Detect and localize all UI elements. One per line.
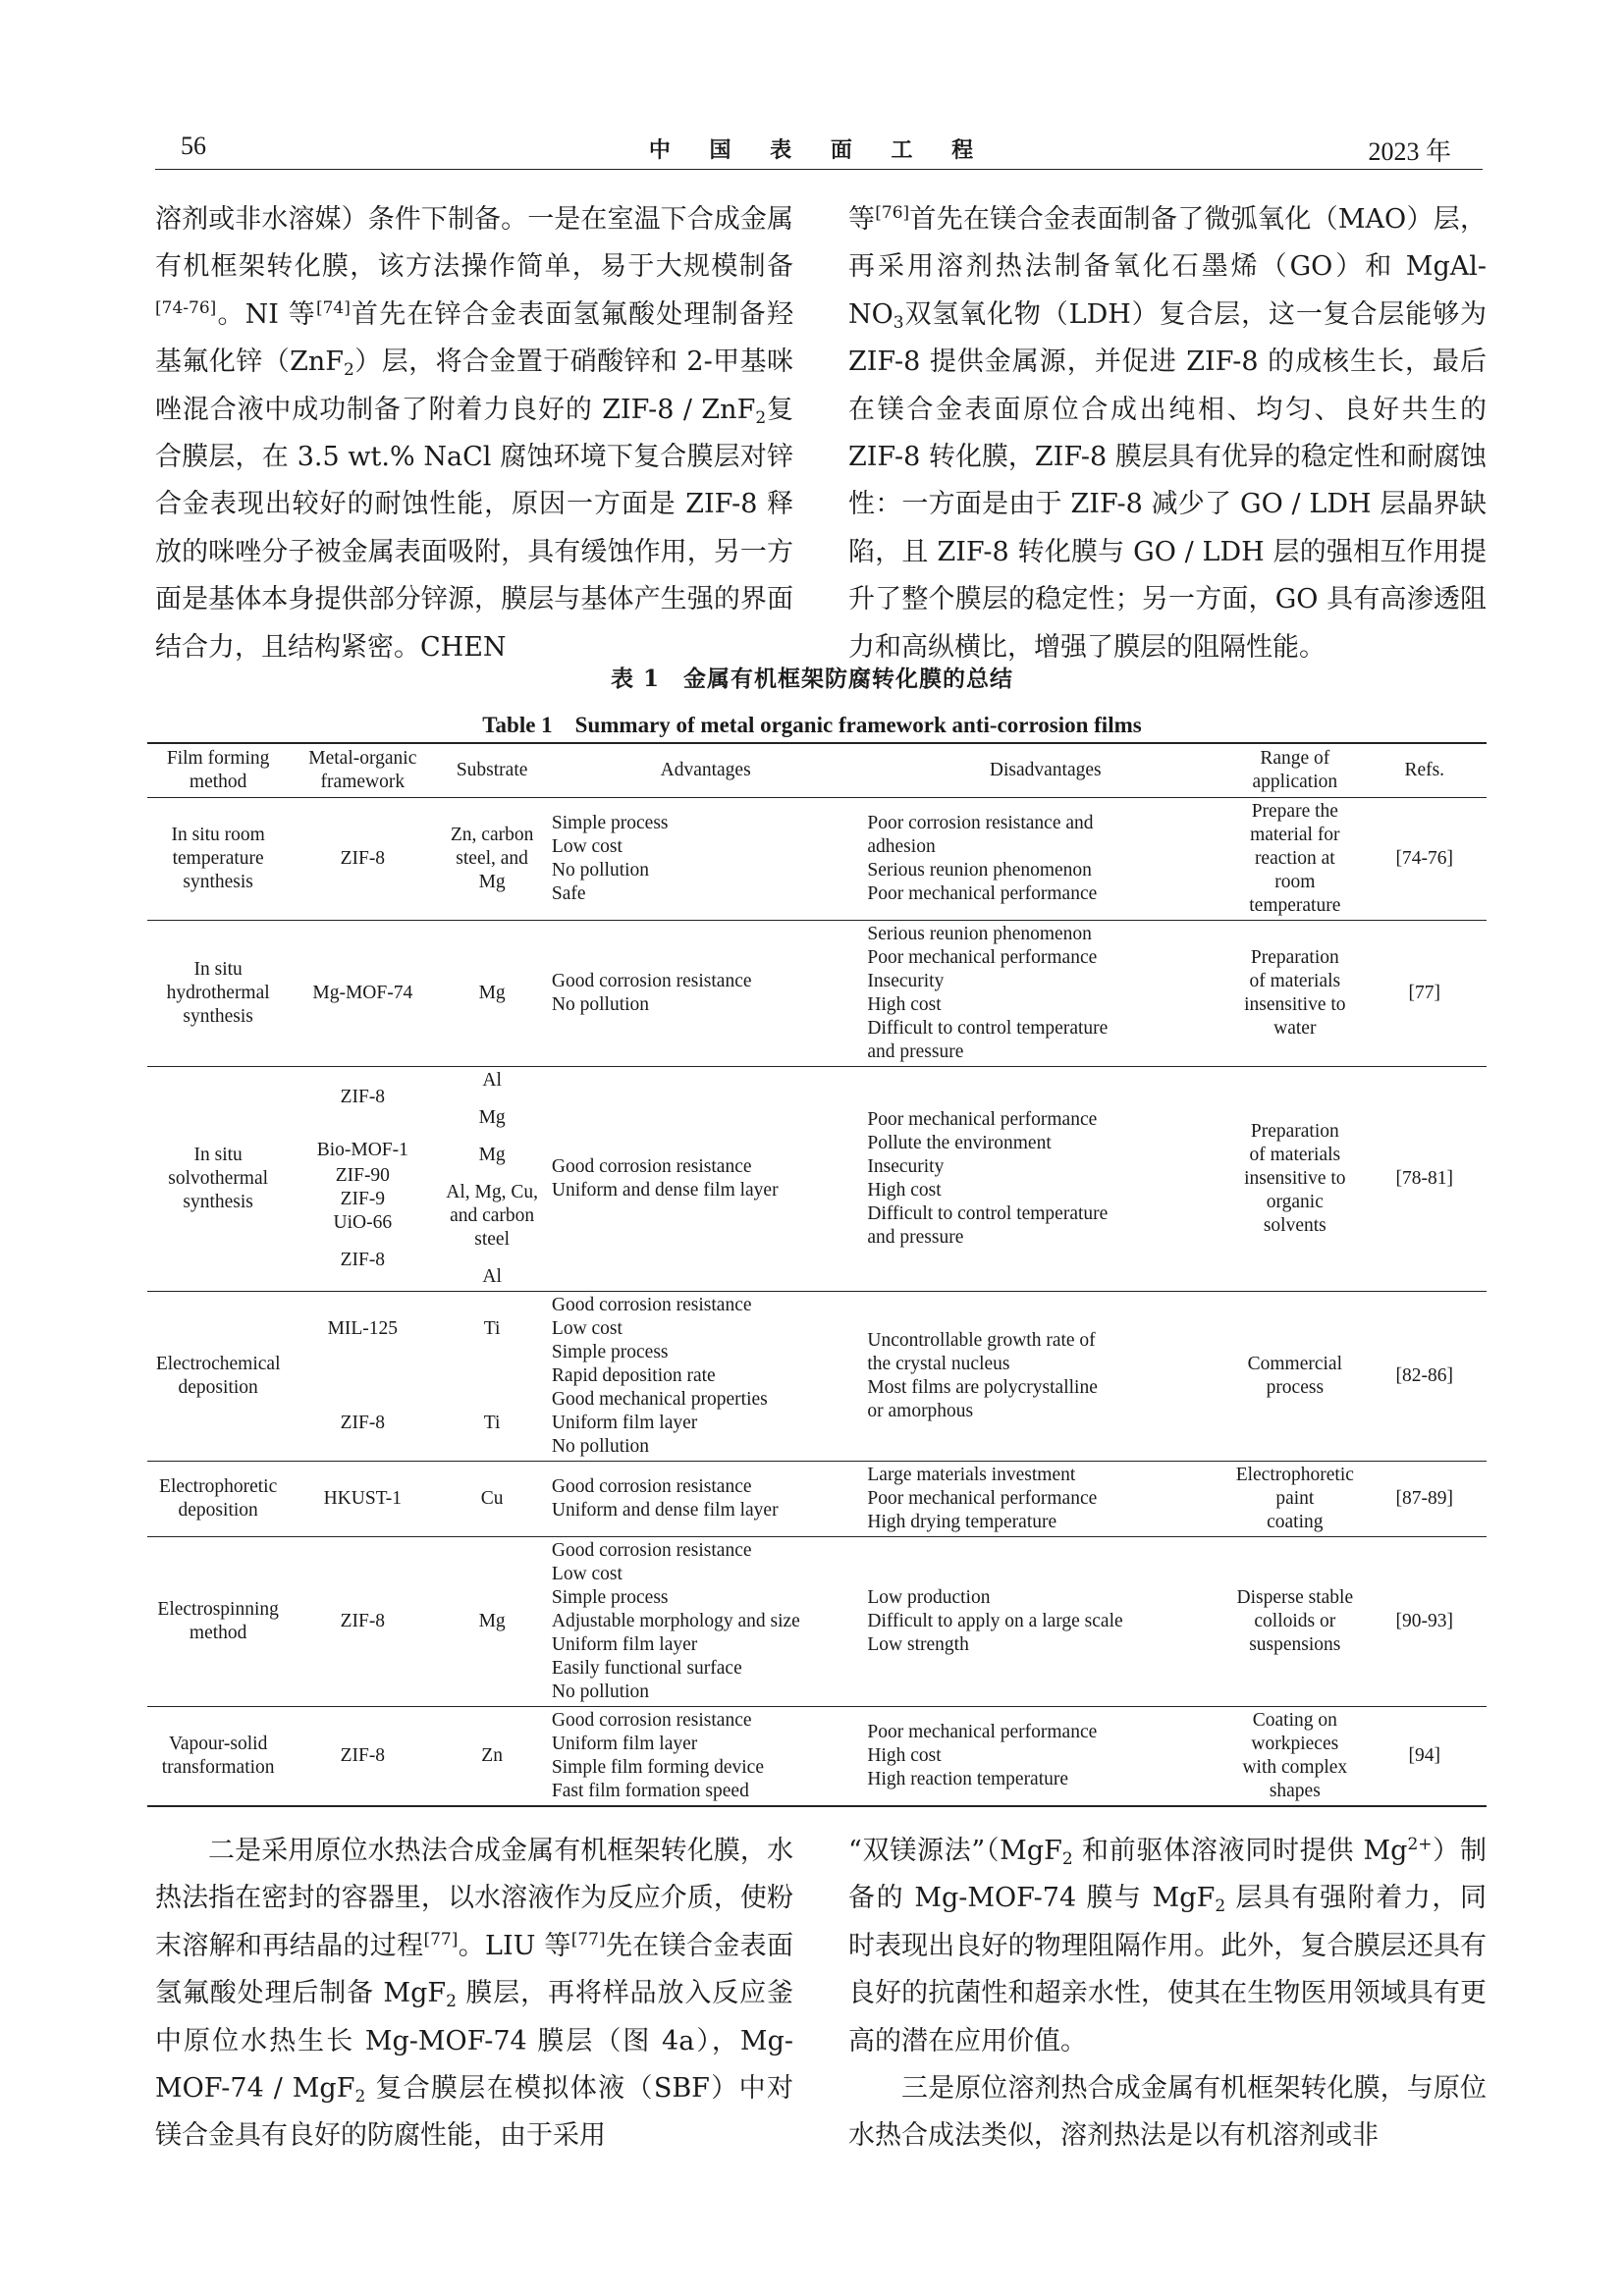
- text-run: 二是采用原位水热法合成金属有机框架转化膜，水热法指在密封的容器里，以水溶液作为反应介质，使粉末溶解和再结晶的过程: [155, 1836, 793, 1961]
- cell-line: of materials: [1249, 1145, 1341, 1165]
- cell-line: Low strength: [867, 1634, 969, 1655]
- cell-line: [90-93]: [1395, 1611, 1453, 1631]
- text-column-bottom-left: [155, 1828, 793, 2161]
- cell-line: Mg: [478, 1107, 506, 1128]
- framework-cell: [289, 1462, 436, 1537]
- cell-line: suspensions: [1249, 1634, 1341, 1655]
- cell-line: process: [1266, 1377, 1325, 1398]
- cell-line: [94]: [1408, 1745, 1440, 1766]
- header-line: Disadvantages: [989, 760, 1102, 780]
- text-run: 复合膜层在模拟体液（SBF）中对镁合金具有良好的防腐性能，由于采用: [155, 2073, 793, 2152]
- cell-line: Poor mechanical performance: [867, 947, 1098, 968]
- cell-line: solvents: [1263, 1215, 1326, 1236]
- cell-line: and carbon: [450, 1205, 535, 1226]
- cell-line: organic: [1266, 1192, 1324, 1212]
- cell-line: HKUST-1: [323, 1488, 403, 1509]
- cell-line: No pollution: [551, 1436, 650, 1457]
- cell-line: material for: [1250, 825, 1340, 845]
- refs-cell: [1363, 1462, 1488, 1537]
- text-run: 先在镁合金表面氢氟酸处理后制备 MgF: [155, 1930, 794, 2009]
- cell-line: No pollution: [551, 860, 650, 881]
- cell-line: Electrophoretic: [1235, 1465, 1354, 1485]
- cell-line: Low cost: [551, 836, 623, 857]
- application-cell: [1227, 798, 1362, 921]
- citation-sup: [74-76]: [155, 297, 217, 318]
- cell-line: Simple process: [551, 1587, 669, 1608]
- substrate-cell: [436, 921, 548, 1067]
- journal-name: 中 国 表 面 工 程: [648, 137, 990, 163]
- advantages-cell: [548, 1537, 863, 1707]
- cell-line: Disperse stable: [1236, 1587, 1354, 1608]
- cell-line: transformation: [161, 1757, 275, 1778]
- cell-line: ZIF-8: [340, 1611, 386, 1631]
- cell-line: coating: [1267, 1512, 1324, 1532]
- cell-line: hydrothermal: [166, 983, 270, 1003]
- col-substrate-header: [436, 743, 548, 798]
- cell-line: MIL-125: [327, 1318, 399, 1339]
- cell-line: Large materials investment: [867, 1465, 1076, 1485]
- header-line: Refs.: [1404, 760, 1445, 780]
- text-run: 首先在镁合金表面制备了微弧氧化（MAO）层，再采用溶剂热法制备氧化石墨烯（GO）和 MgAl-NO: [848, 204, 1488, 330]
- method-cell: [147, 1292, 289, 1462]
- cell-line: Uniform and dense film layer: [551, 1180, 779, 1201]
- cell-spacer: [440, 1252, 544, 1265]
- cell-line: and pressure: [867, 1041, 964, 1062]
- cell-line: [78-81]: [1395, 1168, 1453, 1189]
- refs-cell: [1363, 1067, 1488, 1292]
- subscript: 2: [755, 407, 767, 428]
- cell-line: High reaction temperature: [867, 1769, 1069, 1789]
- cell-line: and pressure: [867, 1227, 964, 1248]
- substrate-cell: [436, 798, 548, 921]
- framework-cell: [289, 1537, 436, 1707]
- table-header-row: [147, 743, 1487, 798]
- cell-line: Preparation: [1250, 947, 1339, 968]
- refs-cell: [1363, 798, 1488, 921]
- cell-line: Adjustable morphology and size: [551, 1611, 800, 1631]
- application-cell: [1227, 921, 1362, 1067]
- cell-line: temperature: [172, 848, 264, 869]
- cell-spacer: [440, 1093, 544, 1106]
- cell-line: Electrospinning: [157, 1599, 279, 1620]
- cell-line: Mg-MOF-74: [312, 983, 413, 1003]
- advantages-cell: [548, 1292, 863, 1462]
- cell-line: Good corrosion resistance: [551, 1295, 752, 1315]
- col-refs-header: [1363, 743, 1488, 798]
- substrate-cell: [436, 1067, 548, 1292]
- text-run: ）层，将合金置于硝酸锌和 2-甲基咪唑混合液中成功制备了附着力良好的 ZIF-8 / ZnF: [155, 347, 793, 425]
- cell-line: Poor corrosion resistance and: [867, 813, 1094, 833]
- table-caption-cn: 表 1 金属有机框架防腐转化膜的总结: [610, 666, 1013, 692]
- text-column-top-right: [848, 196, 1487, 671]
- cell-line: Al, Mg, Cu,: [446, 1182, 538, 1202]
- table-row: [147, 1707, 1487, 1807]
- disadvantages-cell: [863, 1707, 1227, 1807]
- advantages-cell: [548, 1462, 863, 1537]
- cell-line: deposition: [178, 1500, 258, 1521]
- cell-line: Most films are polycrystalline: [867, 1377, 1098, 1398]
- cell-line: Electrophoretic: [159, 1476, 278, 1497]
- framework-cell: [289, 798, 436, 921]
- cell-line: ZIF-8: [340, 1250, 386, 1270]
- cell-line: In situ: [193, 1145, 243, 1165]
- text-run: 。LIU 等: [458, 1930, 571, 1961]
- method-cell: [147, 1462, 289, 1537]
- paragraph: [848, 196, 1487, 671]
- cell-line: Ti: [483, 1318, 501, 1339]
- table-row: [147, 1537, 1487, 1707]
- subscript: 3: [893, 312, 904, 333]
- cell-line: Low cost: [551, 1564, 623, 1584]
- cell-line: Good corrosion resistance: [551, 1710, 752, 1731]
- cell-line: Low production: [867, 1587, 991, 1608]
- text-run: 和前驱体溶液同时提供 Mg: [1072, 1836, 1408, 1866]
- text-column-top-left: [155, 196, 793, 671]
- cell-line: Poor mechanical performance: [867, 883, 1098, 904]
- advantages-cell: [548, 798, 863, 921]
- cell-line: ZIF-8: [340, 848, 386, 869]
- cell-spacer: [440, 1341, 544, 1412]
- cell-line: synthesis: [183, 872, 253, 892]
- subscript: 2: [344, 360, 354, 381]
- cell-line: deposition: [178, 1377, 258, 1398]
- cell-line: No pollution: [551, 1682, 650, 1702]
- cell-line: Poor mechanical performance: [867, 1109, 1098, 1130]
- disadvantages-cell: [863, 798, 1227, 921]
- cell-line: In situ room: [171, 825, 265, 845]
- cell-line: Simple process: [551, 813, 669, 833]
- cell-line: [82-86]: [1395, 1365, 1453, 1386]
- col-application-header: [1227, 743, 1362, 798]
- cell-line: ZIF-8: [340, 1087, 386, 1107]
- cell-line: Mg: [478, 1145, 506, 1165]
- header-line: Metal-organic: [308, 748, 417, 769]
- refs-cell: [1363, 1707, 1488, 1807]
- header-line: framework: [320, 772, 406, 792]
- cell-line: Poor mechanical performance: [867, 1488, 1098, 1509]
- cell-line: High cost: [867, 1745, 942, 1766]
- cell-line: Pollute the environment: [867, 1133, 1052, 1153]
- cell-line: [87-89]: [1395, 1488, 1453, 1509]
- cell-line: method: [189, 1623, 247, 1643]
- subscript: 2: [1061, 1849, 1073, 1869]
- page-number: 56: [181, 132, 206, 160]
- citation-sup: 2+: [1407, 1835, 1433, 1854]
- cell-line: ZIF-8: [340, 1413, 386, 1433]
- cell-line: Serious reunion phenomenon: [867, 924, 1092, 944]
- cell-line: Cu: [480, 1488, 504, 1509]
- cell-line: workpieces: [1251, 1734, 1339, 1754]
- header-line: Advantages: [660, 760, 751, 780]
- application-cell: [1227, 1462, 1362, 1537]
- framework-cell: [289, 1292, 436, 1462]
- framework-cell: [289, 1707, 436, 1807]
- header-line: Substrate: [456, 760, 528, 780]
- text-column-bottom-right: [848, 1828, 1487, 2161]
- advantages-cell: [548, 1067, 863, 1292]
- framework-cell: [289, 1067, 436, 1292]
- running-header: [155, 130, 1483, 170]
- cell-line: Mg: [478, 872, 506, 892]
- substrate-cell: [436, 1707, 548, 1807]
- cell-line: No pollution: [551, 994, 650, 1015]
- cell-line: Al: [482, 1070, 502, 1091]
- cell-line: Good mechanical properties: [551, 1389, 768, 1410]
- col-framework-header: [289, 743, 436, 798]
- application-cell: [1227, 1707, 1362, 1807]
- refs-cell: [1363, 1537, 1488, 1707]
- refs-cell: [1363, 1292, 1488, 1462]
- cell-line: insensitive to: [1244, 1168, 1346, 1189]
- cell-line: Uniform film layer: [551, 1634, 698, 1655]
- cell-spacer: [293, 1341, 432, 1412]
- cell-line: Commercial: [1247, 1354, 1342, 1374]
- cell-line: Vapour-solid: [168, 1734, 268, 1754]
- cell-line: Electrochemical: [155, 1354, 281, 1374]
- cell-line: insensitive to: [1244, 994, 1346, 1015]
- substrate-cell: [436, 1292, 548, 1462]
- citation-sup: [74]: [315, 297, 351, 318]
- application-cell: [1227, 1292, 1362, 1462]
- text-run: 三是原位溶剂热合成金属有机框架转化膜，与原位水热合成法类似，溶剂热法是以有机溶剂或非: [848, 2073, 1487, 2152]
- table-row: [147, 1067, 1487, 1292]
- cell-line: adhesion: [867, 836, 936, 857]
- cell-line: paint: [1275, 1488, 1315, 1509]
- cell-line: Good corrosion resistance: [551, 1156, 752, 1177]
- method-cell: [147, 921, 289, 1067]
- cell-line: Simple film forming device: [551, 1757, 764, 1778]
- application-cell: [1227, 1537, 1362, 1707]
- text-run: 首先在锌合金表面氢氟酸处理制备羟基氟化锌（ZnF: [155, 298, 794, 378]
- paragraph: [155, 1828, 793, 2161]
- summary-table: [147, 742, 1487, 1807]
- header-line: Range of: [1260, 748, 1330, 769]
- table-caption-en: Table 1 Summary of metal organic framework anti-corrosion films: [482, 713, 1142, 737]
- cell-line: Easily functional surface: [551, 1658, 742, 1679]
- cell-line: UiO-66: [333, 1212, 393, 1233]
- cell-line: Bio-MOF-1: [316, 1140, 408, 1160]
- cell-line: Coating on: [1252, 1710, 1337, 1731]
- header-line: Film forming: [166, 748, 270, 769]
- cell-line: High drying temperature: [867, 1512, 1057, 1532]
- method-cell: [147, 1537, 289, 1707]
- cell-line: Prepare the: [1251, 801, 1338, 822]
- cell-line: Rapid deposition rate: [551, 1365, 716, 1386]
- paragraph: [848, 1828, 1487, 2065]
- citation-sup: [77]: [570, 1929, 606, 1949]
- cell-line: Difficult to apply on a large scale: [867, 1611, 1123, 1631]
- cell-line: High cost: [867, 1180, 942, 1201]
- text-run: “双镁源法”（MgF: [848, 1836, 1062, 1866]
- cell-line: synthesis: [183, 1006, 253, 1027]
- cell-line: synthesis: [183, 1192, 253, 1212]
- cell-spacer: [293, 1109, 432, 1139]
- text-run: 溶剂或非水溶媒）条件下制备。一是在室温下合成金属有机框架转化膜，该方法操作简单，易于大规模制备: [155, 204, 793, 283]
- text-run: ）制备的 Mg-MOF-74 膜与 MgF: [848, 1836, 1487, 1914]
- subscript: 2: [446, 1992, 457, 2012]
- paragraph: [848, 2065, 1487, 2161]
- method-cell: [147, 798, 289, 921]
- text-run: 。NI 等: [216, 298, 316, 330]
- cell-line: Zn: [481, 1745, 503, 1766]
- cell-line: Uniform film layer: [551, 1734, 698, 1754]
- text-run: 膜层，再将样品放入反应釜中原位水热生长 Mg-MOF-74 膜层（图 4a），Mg-MOF-74 / MgF: [155, 1978, 793, 2105]
- cell-line: Zn, carbon: [450, 825, 534, 845]
- col-method-header: [147, 743, 289, 798]
- cell-line: Preparation: [1250, 1121, 1339, 1142]
- header-line: method: [189, 772, 247, 792]
- cell-line: with complex: [1242, 1757, 1348, 1778]
- table-row: [147, 1292, 1487, 1462]
- disadvantages-cell: [863, 1537, 1227, 1707]
- cell-line: the crystal nucleus: [867, 1354, 1010, 1374]
- cell-spacer: [440, 1167, 544, 1181]
- text-run: 双氢氧化物（LDH）复合层，这一复合层能够为 ZIF-8 提供金属源，并促进 ZIF-8 的成核生长，最后在镁合金表面原位合成出纯相、均匀、良好共生的 ZIF-8 转化膜，ZIF-8 膜层具有优异的稳定性和耐腐蚀性：一方面是由于 ZIF-8 减少了 GO / LDH 层晶界缺陷，且 ZIF-8 转化膜与 GO / LDH 层的强相互作用提升了整个膜层的稳定性；另一方面，GO 具有高渗透阻力和高纵横比，增强了膜层的阻隔性能。: [848, 298, 1487, 663]
- cell-spacer: [293, 1235, 432, 1249]
- cell-line: water: [1273, 1018, 1317, 1039]
- cell-line: Ti: [483, 1413, 501, 1433]
- cell-line: Low cost: [551, 1318, 623, 1339]
- cell-line: Simple process: [551, 1342, 669, 1362]
- cell-line: Difficult to control temperature: [867, 1018, 1109, 1039]
- table-row: [147, 1462, 1487, 1537]
- cell-line: ZIF-8: [340, 1745, 386, 1766]
- cell-line: In situ: [193, 959, 243, 980]
- cell-line: Good corrosion resistance: [551, 1476, 752, 1497]
- text-run: 复合膜层，在 3.5 wt.% NaCl 腐蚀环境下复合膜层对锌合金表现出较好的耐蚀性能，原因一方面是 ZIF-8 释放的咪唑分子被金属表面吸附，具有缓蚀作用，另一方面是基体本身提供部分锌源，膜层与基体产生强的界面结合力，且结构紧密。CHEN: [155, 394, 793, 663]
- cell-line: Good corrosion resistance: [551, 1540, 752, 1561]
- table-body: [147, 798, 1487, 1807]
- header-line: application: [1252, 772, 1338, 792]
- advantages-cell: [548, 921, 863, 1067]
- framework-cell: [289, 921, 436, 1067]
- cell-line: Uncontrollable growth rate of: [867, 1330, 1096, 1351]
- cell-line: Insecurity: [867, 971, 945, 991]
- text-run: 层具有强附着力，同时表现出良好的物理阻隔作用。此外，复合膜层还具有良好的抗菌性和超亲水性，使其在生物医用领域具有更高的潜在应用价值。: [848, 1883, 1487, 2056]
- cell-line: temperature: [1249, 895, 1341, 916]
- cell-line: room: [1274, 872, 1316, 892]
- cell-line: Safe: [551, 883, 586, 904]
- citation-sup: [77]: [423, 1929, 459, 1949]
- disadvantages-cell: [863, 1067, 1227, 1292]
- cell-line: solvothermal: [168, 1168, 269, 1189]
- cell-line: colloids or: [1254, 1611, 1336, 1631]
- cell-line: reaction at: [1254, 848, 1335, 869]
- substrate-cell: [436, 1462, 548, 1537]
- text-run: 等: [848, 204, 876, 235]
- cell-line: Insecurity: [867, 1156, 945, 1177]
- cell-line: steel: [474, 1229, 510, 1250]
- cell-line: Difficult to control temperature: [867, 1203, 1109, 1224]
- cell-line: Poor mechanical performance: [867, 1722, 1098, 1742]
- col-advantages-header: [548, 743, 863, 798]
- table-row: [147, 798, 1487, 921]
- cell-line: Mg: [478, 1611, 506, 1631]
- cell-line: Uniform and dense film layer: [551, 1500, 779, 1521]
- cell-line: steel, and: [456, 848, 528, 869]
- paragraph: [155, 196, 793, 671]
- cell-line: or amorphous: [867, 1401, 974, 1421]
- substrate-cell: [436, 1537, 548, 1707]
- cell-line: shapes: [1269, 1781, 1321, 1801]
- disadvantages-cell: [863, 1292, 1227, 1462]
- cell-line: High cost: [867, 994, 942, 1015]
- advantages-cell: [548, 1707, 863, 1807]
- citation-sup: [76]: [875, 203, 910, 223]
- cell-spacer: [440, 1130, 544, 1144]
- cell-line: of materials: [1249, 971, 1341, 991]
- col-disadvantages-header: [863, 743, 1227, 798]
- method-cell: [147, 1067, 289, 1292]
- cell-line: Fast film formation speed: [551, 1781, 749, 1801]
- application-cell: [1227, 1067, 1362, 1292]
- cell-line: Mg: [478, 983, 506, 1003]
- cell-line: [74-76]: [1395, 848, 1453, 869]
- table-row: [147, 921, 1487, 1067]
- refs-cell: [1363, 921, 1488, 1067]
- disadvantages-cell: [863, 1462, 1227, 1537]
- cell-line: ZIF-90: [335, 1165, 390, 1186]
- cell-line: Serious reunion phenomenon: [867, 860, 1092, 881]
- cell-line: Al: [482, 1266, 502, 1287]
- subscript: 2: [1215, 1896, 1226, 1917]
- cell-line: ZIF-9: [340, 1189, 386, 1209]
- cell-line: [77]: [1408, 983, 1440, 1003]
- method-cell: [147, 1707, 289, 1807]
- cell-line: Good corrosion resistance: [551, 971, 752, 991]
- journal-year: 2023 年: [1368, 137, 1451, 166]
- disadvantages-cell: [863, 921, 1227, 1067]
- cell-line: Uniform film layer: [551, 1413, 698, 1433]
- subscript: 2: [354, 2087, 366, 2108]
